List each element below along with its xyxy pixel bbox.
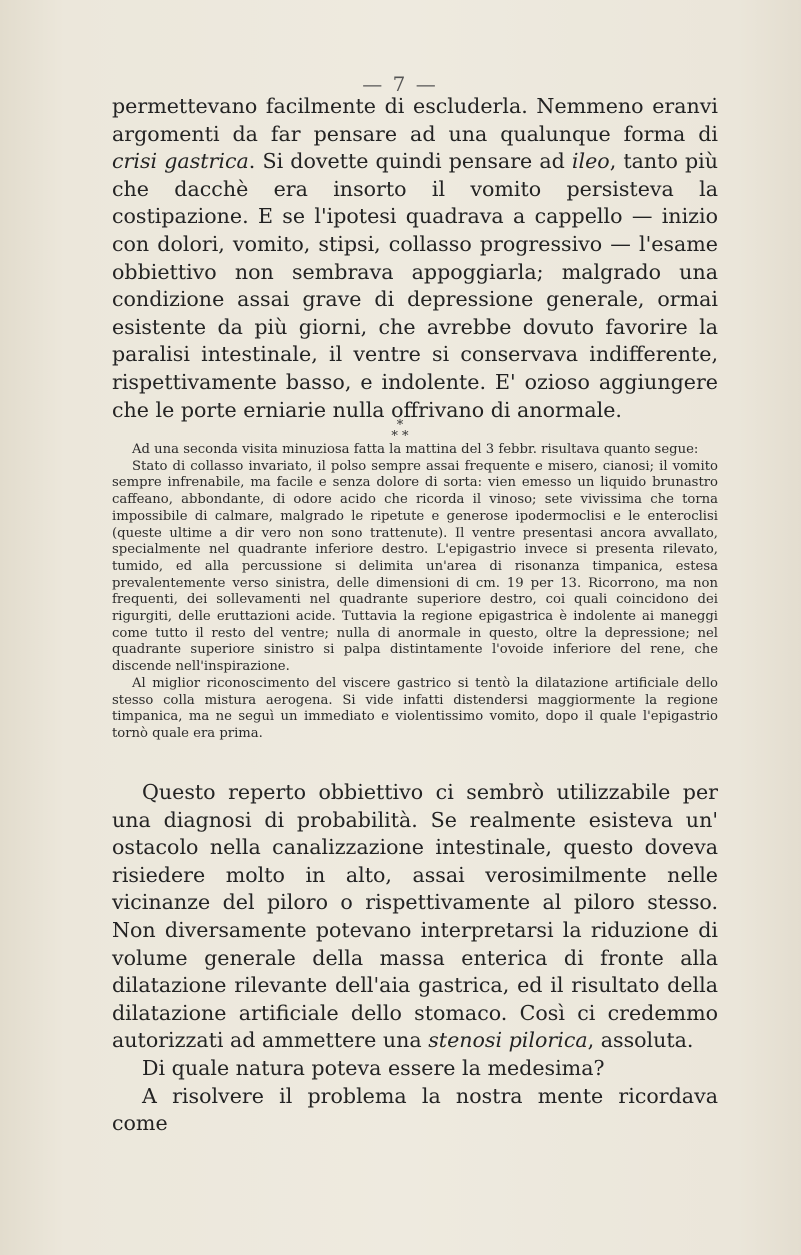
text-run: , assoluta. <box>587 1028 694 1053</box>
clinical-note <box>112 442 718 743</box>
paragraph-continuation <box>112 93 718 424</box>
italic-term: ileo <box>571 149 610 174</box>
clinical-note-paragraph: Al miglior riconoscimento del viscere gastrico si tentò la dilatazione artificiale dello stesso colla mistura aerogena. Si vide infatti distendersi maggiormente la regione timpanica, ma ne seguì un immediato e violentissimo vomito, dopo il quale l'epigastrio tornò quale era prima. <box>112 675 718 741</box>
text-run: permettevano facilmente di escluderla. Nemmeno eranvi argomenti da far pensare ad una qualunque forma di <box>112 94 718 146</box>
paragraph-3: Di quale natura poteva essere la medesima? <box>142 1055 605 1080</box>
italic-term: stenosi pilorica <box>428 1028 588 1053</box>
text-run: Questo reperto obbiettivo ci sembrò utilizzabile per una diagnosi di probabilità. Se realmente esisteva un' ostacolo nella canalizzazione intestinale, questo doveva risiedere molto in alto, assai verosimilmente nelle vicinanze del piloro o rispettivamente al piloro stesso. Non diversamente potevano interpretarsi la riduzione di volume generale della massa enterica di fronte alla dilatazione rilevante dell'aia gastrica, ed il risultato della dilatazione artificiale dello stomaco. Così ci credemmo autorizzati ad ammettere una <box>112 780 718 1053</box>
text-run: , tanto più che dacchè era insorto il vomito persisteva la costipazione. E se l'ipotesi quadrava a cappello — inizio con dolori, vomito, stipsi, collasso progressivo — l'esame obbiettivo non sembrava appoggiarla; malgrado una condizione assai grave di depressione generale, ormai esistente da più giorni, che avrebbe dovuto favorire la paralisi intestinale, il ventre si conservava indifferente, rispettivamente basso, e indolente. E' ozioso aggiungere che le porte erniarie nulla offrivano di anormale. <box>112 149 718 422</box>
paragraph-4: A risolvere il problema la nostra mente ricordava come <box>112 1083 718 1136</box>
page-number: — 7 — <box>362 72 438 96</box>
italic-term: crisi gastrica <box>112 149 249 174</box>
text-run: . Si dovette quindi pensare ad <box>248 149 572 174</box>
clinical-note-paragraph: Stato di collasso invariato, il polso sempre assai frequente e misero, cianosi; il vomito sempre infrenabile, ma facile e senza dolore di sorta: vien emesso un liquido brunastro caffeano, abbondante, di odore acido che ricorda il vinoso; sete vivissima che torna impossibile di calmare, malgrado le ripetute e generose ipodermoclisi e le enteroclisi (queste ultime a dir vero non sono trattenute). Il ventre presentasi ancora avvallato, specialmente nel quadrante inferiore destro. L'epigastrio invece si presenta rilevato, tumido, ed alla percussione si delimita un'area di risonanza timpanica, estesa prevalentemente verso sinistra, delle dimensioni di cm. 19 per 13. Ricorrono, ma non frequenti, dei sollevamenti nel quadrante superiore destro, coi quali coincidono dei rigurgiti, delle eruttazioni acide. Tuttavia la regione epigastrica è indolente ai maneggi come tutto il resto del ventre; nulla di anormale in questo, oltre la depressione; nel quadrante superiore sinistro si palpa distintamente l'ovoide inferiore del rene, che discende nell'inspirazione. <box>112 458 718 675</box>
paragraph-1 <box>112 93 718 424</box>
section-separator: * * * <box>391 418 409 444</box>
clinical-note-paragraph: Ad una seconda visita minuziosa fatta la mattina del 3 febbr. risultava quanto segue: <box>132 442 699 457</box>
discussion-block <box>112 779 718 1138</box>
paragraph-2 <box>112 779 718 1055</box>
